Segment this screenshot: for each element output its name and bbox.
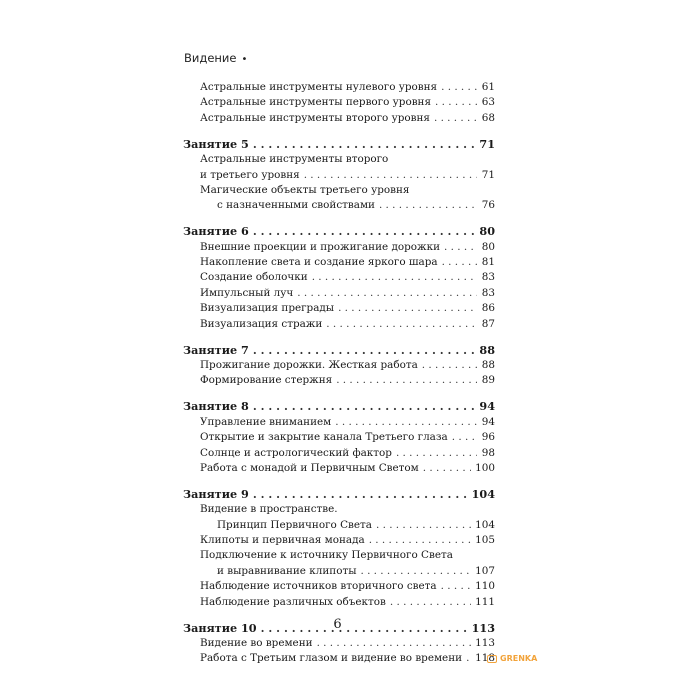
dot-leader xyxy=(253,224,476,239)
toc-page-number: 104 xyxy=(475,518,495,531)
toc-entry[interactable] xyxy=(183,317,495,332)
toc-entry-title: Наблюдение источников вторичного света xyxy=(200,580,437,593)
toc-page-number: 68 xyxy=(481,111,495,124)
table-of-contents xyxy=(183,80,495,667)
dot-leader xyxy=(434,111,477,126)
toc-entry[interactable] xyxy=(183,95,495,110)
dot-leader xyxy=(297,286,477,301)
dot-leader xyxy=(422,358,477,373)
toc-entry[interactable] xyxy=(183,373,495,388)
toc-entry-title: Занятие 5 xyxy=(183,136,249,151)
toc-entry-title: и третьего уровня xyxy=(200,168,300,181)
toc-entry-line: Магические объекты третьего уровня xyxy=(200,183,410,196)
toc-entry-line: Астральные инструменты второго xyxy=(200,153,389,166)
toc-page-number: 63 xyxy=(481,96,495,109)
dot-leader xyxy=(253,399,476,414)
toc-page-number: 81 xyxy=(481,256,495,269)
dot-leader xyxy=(442,255,477,270)
toc-lesson-heading[interactable] xyxy=(183,399,495,414)
dot-leader xyxy=(326,317,477,332)
toc-page-number: 71 xyxy=(481,168,495,181)
dot-leader xyxy=(317,636,472,651)
toc-page-number: 100 xyxy=(475,461,495,474)
toc-entry[interactable] xyxy=(183,564,495,579)
toc-page-number: 80 xyxy=(481,240,495,253)
toc-entry-title: Солнце и астрологический фактор xyxy=(200,446,392,459)
toc-page-number: 105 xyxy=(475,534,495,547)
dot-leader xyxy=(304,168,477,183)
toc-page-number: 113 xyxy=(475,637,495,649)
toc-entry[interactable] xyxy=(183,518,495,533)
dot-leader xyxy=(253,343,476,358)
dot-leader xyxy=(253,137,476,152)
toc-entry-line: Видение в пространстве. xyxy=(200,503,338,516)
toc-entry[interactable] xyxy=(183,255,495,270)
dot-leader xyxy=(466,651,471,666)
toc-page-number: 113 xyxy=(471,620,495,635)
dot-leader xyxy=(441,80,477,95)
toc-page-number: 83 xyxy=(481,271,495,284)
toc-entry-title: Открытие и закрытие канала Третьего глаза xyxy=(200,431,448,444)
toc-entry[interactable] xyxy=(183,80,495,95)
toc-lesson-heading[interactable] xyxy=(183,137,495,152)
toc-page-number: 111 xyxy=(475,595,495,608)
toc-entry-title: Занятие 9 xyxy=(183,486,249,501)
dot-leader xyxy=(369,533,471,548)
toc-entry-title: Видение во времени xyxy=(200,637,313,649)
section-gap xyxy=(183,126,495,137)
dot-leader xyxy=(396,446,477,461)
toc-page-number: 80 xyxy=(479,224,495,239)
toc-entry-title: и выравнивание клипоты xyxy=(217,564,357,577)
toc-page-number: 71 xyxy=(479,136,495,151)
toc-page-number: 86 xyxy=(481,302,495,315)
toc-page-number: 107 xyxy=(475,564,495,577)
page-number: 6 xyxy=(333,617,342,632)
dot-leader xyxy=(336,373,477,388)
toc-entry-title: Внешние проекции и прожигание дорожки xyxy=(200,240,441,253)
toc-page-number: 98 xyxy=(481,446,495,459)
toc-entry-title: Астральные инструменты первого уровня xyxy=(200,96,432,109)
watermark-text: GRENKA xyxy=(500,654,538,663)
dot-leader xyxy=(312,270,477,285)
dot-leader xyxy=(423,461,471,476)
toc-entry-title: Управление вниманием xyxy=(200,415,332,428)
grenka-logo-icon xyxy=(487,655,497,663)
toc-entry-title: Визуализация стражи xyxy=(200,317,323,330)
toc-entry-title: Формирование стержня xyxy=(200,374,333,387)
dot-leader xyxy=(390,595,471,610)
toc-entry[interactable] xyxy=(183,270,495,285)
toc-entry[interactable] xyxy=(183,595,495,610)
toc-page-number: 89 xyxy=(481,374,495,387)
toc-lesson-heading[interactable] xyxy=(183,343,495,358)
toc-entry[interactable] xyxy=(183,446,495,461)
toc-page-number: 76 xyxy=(481,199,495,212)
toc-entry[interactable] xyxy=(183,651,495,666)
toc-page-number: 96 xyxy=(481,431,495,444)
header-bullet: • xyxy=(241,54,248,65)
dot-leader xyxy=(338,301,477,316)
toc-entry-title: Занятие 10 xyxy=(183,620,257,635)
toc-entry-title: Астральные инструменты второго уровня xyxy=(200,111,430,124)
dot-leader xyxy=(452,430,477,445)
dot-leader xyxy=(435,95,477,110)
running-header xyxy=(184,51,247,65)
toc-entry[interactable] xyxy=(183,240,495,255)
toc-entry-title: Клипоты и первичная монада xyxy=(200,534,365,547)
dot-leader xyxy=(253,487,468,502)
toc-entry-title: Импульсный луч xyxy=(200,286,294,299)
toc-page-number: 88 xyxy=(479,342,495,357)
toc-entry-line: Подключение к источнику Первичного Света xyxy=(200,549,453,562)
toc-page-number: 104 xyxy=(471,486,495,501)
toc-page-number: 110 xyxy=(475,580,495,593)
toc-page-number: 87 xyxy=(481,317,495,330)
toc-entry[interactable] xyxy=(183,198,495,213)
toc-entry-title: Накопление света и создание яркого шара xyxy=(200,256,438,269)
toc-entry-title: Создание оболочки xyxy=(200,271,308,284)
toc-page-number: 88 xyxy=(481,359,495,371)
dot-leader xyxy=(379,198,477,213)
dot-leader xyxy=(335,415,477,430)
toc-entry-title: Визуализация преграды xyxy=(200,302,335,315)
section-gap xyxy=(183,214,495,225)
toc-entry[interactable] xyxy=(183,533,495,548)
toc-entry[interactable] xyxy=(183,461,495,476)
toc-entry-title: Астральные инструменты нулевого уровня xyxy=(200,81,438,93)
dot-leader xyxy=(376,518,471,533)
dot-leader xyxy=(360,564,471,579)
dot-leader xyxy=(444,240,477,255)
section-gap xyxy=(183,476,495,487)
toc-entry-title: с назначенными свойствами xyxy=(217,199,375,212)
toc-page-number: 94 xyxy=(479,399,495,414)
section-gap xyxy=(183,332,495,343)
toc-entry-title: Занятие 7 xyxy=(183,342,249,357)
toc-entry[interactable] xyxy=(183,358,495,373)
toc-entry[interactable] xyxy=(183,111,495,126)
toc-entry[interactable] xyxy=(183,636,495,651)
toc-entry[interactable] xyxy=(183,579,495,594)
toc-entry[interactable] xyxy=(183,168,495,183)
toc-entry-title: Наблюдение различных объектов xyxy=(200,595,386,608)
toc-entry-title: Занятие 8 xyxy=(183,399,249,414)
toc-entry-title: Работа с Третьим глазом и видение во времени xyxy=(200,652,463,665)
toc-page-number: 118 xyxy=(475,652,495,665)
toc-entry[interactable] xyxy=(183,430,495,445)
toc-entry-title: Занятие 6 xyxy=(183,224,249,239)
toc-entry[interactable] xyxy=(183,286,495,301)
toc-entry[interactable] xyxy=(183,415,495,430)
toc-entry[interactable] xyxy=(183,301,495,316)
toc-page-number: 61 xyxy=(481,81,495,93)
toc-lesson-heading[interactable] xyxy=(183,224,495,239)
dot-leader xyxy=(441,579,472,594)
section-gap xyxy=(183,389,495,400)
toc-entry-title: Принцип Первичного Света xyxy=(217,518,372,531)
toc-page-number: 83 xyxy=(481,286,495,299)
toc-entry-title: Работа с монадой и Первичным Светом xyxy=(200,461,419,474)
toc-lesson-heading[interactable] xyxy=(183,487,495,502)
grenka-watermark xyxy=(487,654,537,663)
toc-entry-title: Прожигание дорожки. Жесткая работа xyxy=(200,359,418,371)
toc-page-number: 94 xyxy=(481,415,495,428)
header-title: Видение xyxy=(184,51,237,65)
